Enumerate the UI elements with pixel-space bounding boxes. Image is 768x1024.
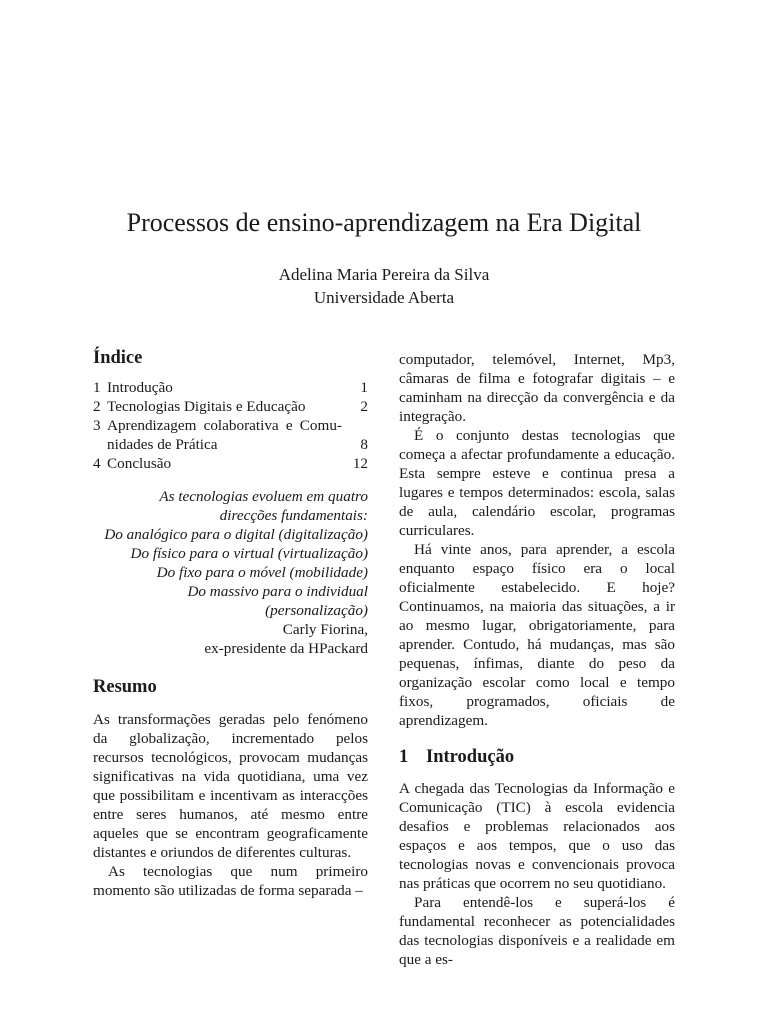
epigraph-author: Carly Fiorina, [282, 621, 368, 638]
toc-item-page: 1 [360, 379, 368, 396]
body-paragraph: É o conjunto destas tecnologias que começa a afectar profundamente a educação. Esta sempre esteve e continua presa a lugares e tempos determinados: escola, salas de aula, calendário escolar, programas curriculares. [399, 427, 675, 539]
table-of-contents [93, 378, 368, 473]
toc-item-title: Conclusão [107, 455, 172, 472]
left-column [93, 346, 368, 900]
toc-item-number: 1 [93, 379, 101, 396]
toc-item[interactable] [93, 397, 368, 416]
epigraph-author-role: ex-presidente da HPackard [204, 640, 368, 657]
toc-item-title: Introdução [107, 379, 173, 396]
author-affiliation: Universidade Aberta [313, 288, 455, 307]
toc-item[interactable] [93, 378, 368, 397]
body-paragraph: Há vinte anos, para aprender, a escola enquanto espaço físico era o local oficialmente estabelecido. E hoje? Continuamos, na maioria das situações, a ir ao mesmo lugar, obrigatoriamente, para aprender. Contudo, há mudanças, mas são pequenas, ínfimas, diante do peso da organização escolar como local e tempo fixos, programados, oficiais de aprendizagem. [399, 541, 675, 729]
epigraph-line: (personalização) [265, 602, 368, 619]
toc-item-page: 8 [360, 436, 368, 453]
toc-item-number: 2 [93, 398, 101, 415]
epigraph [93, 487, 368, 658]
body-paragraph: Para entendê-los e superá-los é fundamental reconhecer as potencialidades das tecnologias disponíveis e a realidade em que a es- [399, 894, 675, 968]
toc-item[interactable] [93, 416, 368, 454]
paper-title: Processos de ensino-aprendizagem na Era Digital [126, 208, 642, 237]
epigraph-line: As tecnologias evoluem em quatro [159, 488, 368, 505]
abstract-heading: Resumo [93, 677, 157, 697]
epigraph-line: Do analógico para o digital (digitalização) [104, 526, 368, 543]
toc-item-title-line: Aprendizagem colaborativa e Comu- [107, 417, 342, 434]
toc-item-title [107, 416, 342, 454]
toc-item-number: 3 [93, 417, 101, 434]
section-title: Introdução [426, 747, 515, 767]
toc-item-title-line: nidades de Prática [107, 436, 218, 453]
toc-item-page: 2 [360, 398, 368, 415]
section-number: 1 [399, 747, 409, 767]
toc-item-page: 12 [352, 455, 368, 472]
abstract-paragraph: As transformações geradas pelo fenómeno da globalização, incrementado pelos recursos tecnológicos, provocam mudanças significativas na vida quotidiana, uma vez que possibilitam e incentivam as interacções entre seres humanos, até mesmo entre aqueles que se encontram geograficamente distantes e oriundos de diferentes culturas. [93, 711, 368, 861]
epigraph-line: Do físico para o virtual (virtualização) [130, 545, 368, 562]
epigraph-line: Do massivo para o individual [187, 583, 368, 600]
toc-item-number: 4 [93, 455, 101, 472]
right-column [399, 350, 675, 969]
epigraph-line: direcções fundamentais: [219, 507, 368, 524]
toc-heading: Índice [93, 348, 143, 368]
epigraph-line: Do fixo para o móvel (mobilidade) [156, 564, 368, 581]
toc-item[interactable] [93, 454, 368, 473]
toc-item-title: Tecnologias Digitais e Educação [107, 398, 306, 415]
body-paragraph: computador, telemóvel, Internet, Mp3, câmaras de filma e fotografar digitais – e caminham na direcção da convergência e da integração. [399, 351, 675, 425]
author-block [0, 263, 768, 309]
section-heading-introduction [399, 745, 675, 769]
body-paragraph: A chegada das Tecnologias da Informação e Comunicação (TIC) à escola evidencia desafios e problemas relacionados aos espaços e aos tempos, que o uso das tecnologias novas e convencionais provoca nas práticas que ocorrem no seu quotidiano. [399, 780, 675, 892]
author-name: Adelina Maria Pereira da Silva [278, 265, 490, 284]
abstract-paragraph: As tecnologias que num primeiro momento são utilizadas de forma separada – [93, 863, 368, 899]
